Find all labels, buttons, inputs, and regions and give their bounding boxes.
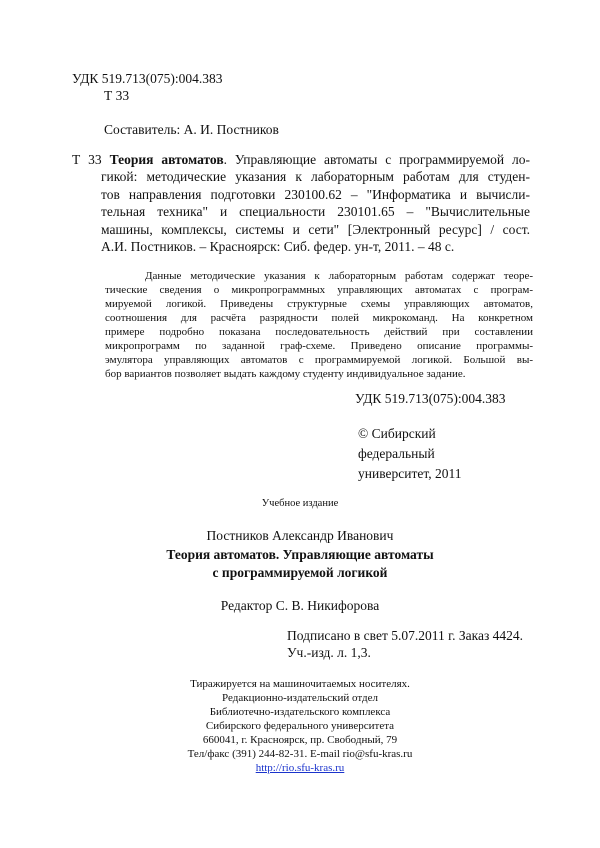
abstract-line: тические сведения о микропрограммных управляющих автоматах с програм- [105,284,533,296]
biblio-line-1-rest: . Управляющие автоматы с программируемой ло- [223,152,530,167]
author-name: Постников Александр Иванович [206,528,394,543]
imprint-line: Библиотечно-издательского комплекса [209,706,391,718]
bibliographic-description [72,151,530,255]
copyright-line: федеральный [358,446,435,461]
volume-line: Уч.-изд. л. 1,3. [287,645,371,660]
book-title-line: Теория автоматов. Управляющие автоматы [166,547,434,562]
abstract [105,269,533,381]
signed-line: Подписано в свет 5.07.2011 г. Заказ 4424. [287,628,524,643]
copyright-line: университет, 2011 [358,466,462,481]
abstract-line: бор вариантов позволяет выдать каждому студенту индивидуальное задание. [105,368,466,380]
imprint-line: Редакционно-издательский отдел [222,692,378,704]
biblio-line-4: тельная техника" и специальности 230101.65 – "Вычислительные [101,204,530,220]
biblio-cipher: Т 33 [72,152,102,167]
biblio-title: Теория автоматов [109,152,224,167]
book-cipher: Т 33 [104,88,130,103]
biblio-line-3: тов направления подготовки 230100.62 – "Информатика и вычисли- [101,186,530,202]
imprint-line: Тиражируется на машиночитаемых носителях. [190,678,410,690]
biblio-line-1 [72,151,530,168]
imprint-line: Тел/факс (391) 244-82-31. E-mail rio@sfu-kras.ru [187,748,413,760]
biblio-line-6: А.И. Постников. – Красноярск: Сиб. федер. ун-т, 2011. – 48 с. [101,238,455,254]
abstract-line: примере подробно показана последовательность действий при составлении [105,326,533,338]
udk-header [72,70,223,104]
abstract-line: мируемой логикой. Приведены структурные схемы управляющих автоматов, [105,298,533,310]
compiler-line: Составитель: А. И. Постников [104,122,279,137]
edition-type: Учебное издание [261,498,339,509]
udk-code: УДК 519.713(075):004.383 [72,71,223,86]
publisher-website-link[interactable]: http://rio.sfu-kras.ru [255,762,345,774]
book-title [0,546,600,582]
copyright-line: © Сибирский [358,426,436,441]
abstract-line: микропрограмм по заданной граф-схеме. Приведено описание программы- [105,340,533,352]
abstract-line: Данные методические указания к лабораторным работам содержат теоре- [145,270,533,282]
abstract-line: эмулятора управляющих автоматов с программируемой логикой. Большой вы- [105,354,533,366]
imprint-line: Сибирского федерального университета [205,720,395,732]
abstract-line: соотношения для расчёта разрядности полей микрокоманд. На конкретном [105,312,533,324]
biblio-line-5: машины, комплексы, системы и сети" [Электронный ресурс] / сост. [101,221,530,237]
book-title-line: с программируемой логикой [212,565,388,580]
editor-line: Редактор С. В. Никифорова [220,598,380,613]
udk-code-right: УДК 519.713(075):004.383 [355,391,506,406]
imprint-block [0,677,600,775]
biblio-line-2: гикой: методические указания к лабораторным работам для студен- [101,169,530,185]
publication-info [287,627,523,661]
copyright-block [358,424,461,484]
imprint-line: 660041, г. Красноярск, пр. Свободный, 79 [202,734,398,746]
